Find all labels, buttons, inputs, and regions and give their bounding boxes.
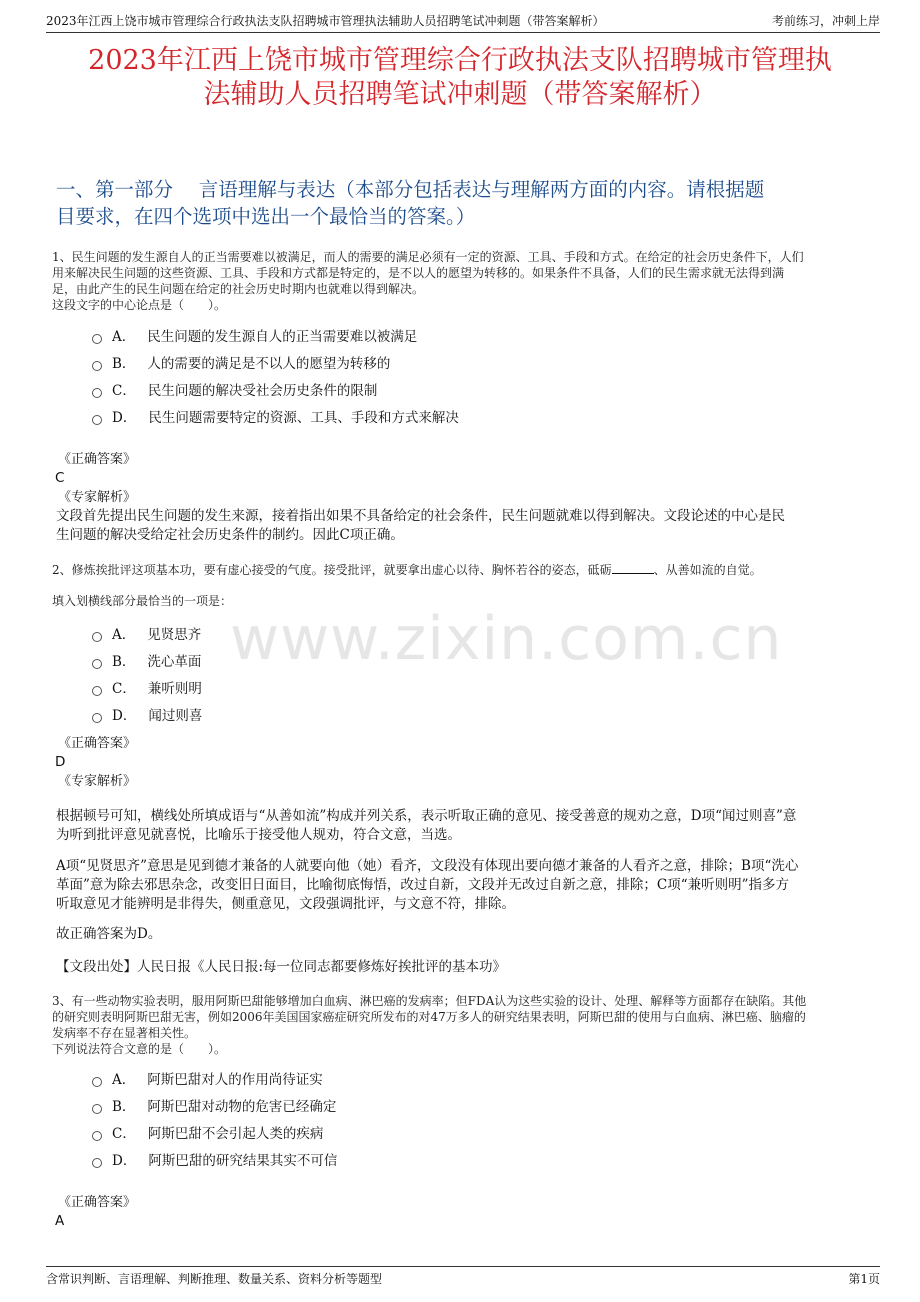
q3-stem xyxy=(52,993,882,1057)
option-key: B． xyxy=(112,1099,136,1115)
option-text: 阿斯巴甜的研究结果其实不可信 xyxy=(148,1153,338,1169)
radio-icon[interactable] xyxy=(92,632,102,642)
q2-analysis-line: 革面”意为除去邪思杂念，改变旧日面目，比喻彻底悔悟，改过自新，文段并无改过自新之意，排除；C项“兼听则明”指多方 xyxy=(56,877,790,893)
radio-icon[interactable] xyxy=(92,361,102,371)
option-key: A． xyxy=(112,329,136,345)
option-key: A． xyxy=(112,1072,136,1088)
option-key: B． xyxy=(112,654,136,670)
q1-option-d[interactable] xyxy=(92,409,459,427)
option-text: 人的需要的满足是不以人的愿望为转移的 xyxy=(147,356,391,372)
q1-analysis-label: 《专家解析》 xyxy=(58,490,137,505)
option-key: A． xyxy=(112,627,136,643)
radio-icon[interactable] xyxy=(92,334,102,344)
fill-blank xyxy=(612,561,654,574)
radio-icon[interactable] xyxy=(92,686,102,696)
option-text: 民生问题的发生源自人的正当需要难以被满足 xyxy=(147,329,418,345)
title-line-2: 法辅助人员招聘笔试冲刺题（带答案解析） xyxy=(203,79,717,110)
q1-stem-line: 1、民生问题的发生源自人的正当需要难以被满足，而人的需要的满足必须有一定的资源、工具、手段和方式。在给定的社会历史条件下，人们 xyxy=(52,250,804,264)
title-line-1: 2023年江西上饶市城市管理综合行政执法支队招聘城市管理执 xyxy=(88,45,832,76)
q2-option-b[interactable] xyxy=(92,653,201,671)
page-header xyxy=(46,10,880,33)
q1-option-b[interactable] xyxy=(92,355,390,373)
q2-answer-label: 《正确答案》 xyxy=(58,736,137,751)
option-text: 洗心革面 xyxy=(147,654,202,670)
q3-option-b[interactable] xyxy=(92,1098,336,1116)
q2-analysis-p1 xyxy=(56,807,864,845)
q2-option-d[interactable] xyxy=(92,707,202,725)
option-key: D． xyxy=(112,708,137,724)
document-title xyxy=(40,44,880,112)
option-key: B． xyxy=(112,356,136,372)
header-title: 2023年江西上饶市城市管理综合行政执法支队招聘城市管理执法辅助人员招聘笔试冲刺题（带答案解析） xyxy=(46,14,605,28)
q3-option-d[interactable] xyxy=(92,1152,337,1170)
option-key: D． xyxy=(112,1153,137,1169)
option-text: 阿斯巴甜对动物的危害已经确定 xyxy=(147,1099,337,1115)
q1-option-a[interactable] xyxy=(92,328,417,346)
option-text: 民生问题需要特定的资源、工具、手段和方式来解决 xyxy=(148,410,459,426)
section-heading-line-1: 一、第一部分 言语理解与表达（本部分包括表达与理解两方面的内容。请根据题 xyxy=(56,178,765,201)
watermark: www.zixin.com.cn xyxy=(230,604,783,674)
q1-stem xyxy=(52,249,882,313)
q2-option-c[interactable] xyxy=(92,680,202,698)
page-footer xyxy=(46,1266,880,1286)
q2-stem-after: 、从善如流的自觉。 xyxy=(653,563,762,577)
radio-icon[interactable] xyxy=(92,1104,102,1114)
q2-answer: D xyxy=(55,754,66,770)
q2-prompt: 填入划横线部分最恰当的一项是： xyxy=(52,594,233,608)
section-heading xyxy=(56,176,876,230)
q1-option-c[interactable] xyxy=(92,382,377,400)
q1-stem-line: 用来解决民生问题的这些资源、工具、手段和方式都是特定的，是不以人的愿望为转移的。如果条件不具备，人们的民生需求就无法得到满 xyxy=(52,266,785,280)
q3-answer: A xyxy=(55,1213,65,1229)
option-text: 民生问题的解决受社会历史条件的限制 xyxy=(147,383,378,399)
section-heading-line-2: 目要求，在四个选项中选出一个最恰当的答案。） xyxy=(56,205,476,228)
q3-stem-line: 的研究则表明阿斯巴甜无害，例如2006年美国国家癌症研究所发布的对47万多人的研究结果表明，阿斯巴甜的使用与白血病、淋巴癌、脑瘤的 xyxy=(52,1010,806,1024)
page-number: 第1页 xyxy=(848,1272,880,1286)
radio-icon[interactable] xyxy=(92,415,102,425)
radio-icon[interactable] xyxy=(92,659,102,669)
q1-analysis xyxy=(56,507,864,545)
radio-icon[interactable] xyxy=(92,388,102,398)
q2-analysis-p2 xyxy=(56,857,864,914)
radio-icon[interactable] xyxy=(92,1131,102,1141)
q2-stem-before: 2、修炼挨批评这项基本功，要有虚心接受的气度。接受批评，就要拿出虚心以待、胸怀若谷的姿态，砥砺 xyxy=(52,563,612,577)
q2-analysis-line: 根据顿号可知，横线处所填成语与“从善如流”构成并列关系，表示听取正确的意见、接受善意的规劝之意，D项“闻过则喜”意 xyxy=(56,808,797,824)
q2-analysis-line: 为听到批评意见就喜悦，比喻乐于接受他人规劝，符合文意，当选。 xyxy=(56,827,461,843)
option-key: C． xyxy=(112,1126,136,1142)
option-text: 闻过则喜 xyxy=(148,708,203,724)
q3-option-c[interactable] xyxy=(92,1125,323,1143)
option-text: 阿斯巴甜对人的作用尚待证实 xyxy=(147,1072,323,1088)
option-text: 兼听则明 xyxy=(147,681,202,697)
q2-analysis-line: A项“见贤思齐”意思是见到德才兼备的人就要向他（她）看齐，文段没有体现出要向德才兼备的人看齐之意，排除；B项“洗心 xyxy=(56,858,799,874)
q1-analysis-line: 文段首先提出民生问题的发生来源，接着指出如果不具备给定的社会条件，民生问题就难以得到解决。文段论述的中心是民 xyxy=(56,508,785,524)
q3-stem-line: 发病率不存在显著相关性。 xyxy=(52,1026,197,1040)
q1-stem-line: 足，由此产生的民生问题在给定的社会历史时期内也就难以得到解决。 xyxy=(52,282,425,296)
q1-answer-label: 《正确答案》 xyxy=(58,452,137,467)
q2-analysis-line: 听取意见才能辨明是非得失，侧重意见，文段强调批评，与文意不符，排除。 xyxy=(56,896,515,912)
option-key: C． xyxy=(112,681,136,697)
q3-option-a[interactable] xyxy=(92,1071,323,1089)
header-slogan: 考前练习，冲刺上岸 xyxy=(771,14,880,28)
footer-note: 含常识判断、言语理解、判断推理、数量关系、资料分析等题型 xyxy=(46,1272,383,1286)
q2-analysis-p3: 故正确答案为D。 xyxy=(56,926,162,942)
radio-icon[interactable] xyxy=(92,1158,102,1168)
option-text: 阿斯巴甜不会引起人类的疾病 xyxy=(147,1126,324,1142)
q2-source: 【文段出处】人民日报《人民日报:每一位同志都要修炼好挨批评的基本功》 xyxy=(56,959,507,975)
q2-option-a[interactable] xyxy=(92,626,201,644)
radio-icon[interactable] xyxy=(92,713,102,723)
option-key: D． xyxy=(112,410,137,426)
q1-answer: C xyxy=(55,470,65,486)
q3-stem-line: 3、有一些动物实验表明，服用阿斯巴甜能够增加白血病、淋巴癌的发病率；但FDA认为这些实验的设计、处理、解释等方面都存在缺陷。其他 xyxy=(52,994,807,1008)
radio-icon[interactable] xyxy=(92,1077,102,1087)
option-text: 见贤思齐 xyxy=(147,627,202,643)
q2-analysis-label: 《专家解析》 xyxy=(58,774,137,789)
q1-stem-line: 这段文字的中心论点是（ ）。 xyxy=(52,298,227,312)
q2-stem xyxy=(52,561,882,578)
q3-stem-line: 下列说法符合文意的是（ ）。 xyxy=(52,1042,227,1056)
q1-analysis-line: 生问题的解决受给定社会历史条件的制约。因此C项正确。 xyxy=(56,527,404,543)
option-key: C． xyxy=(112,383,136,399)
q3-answer-label: 《正确答案》 xyxy=(58,1195,137,1210)
